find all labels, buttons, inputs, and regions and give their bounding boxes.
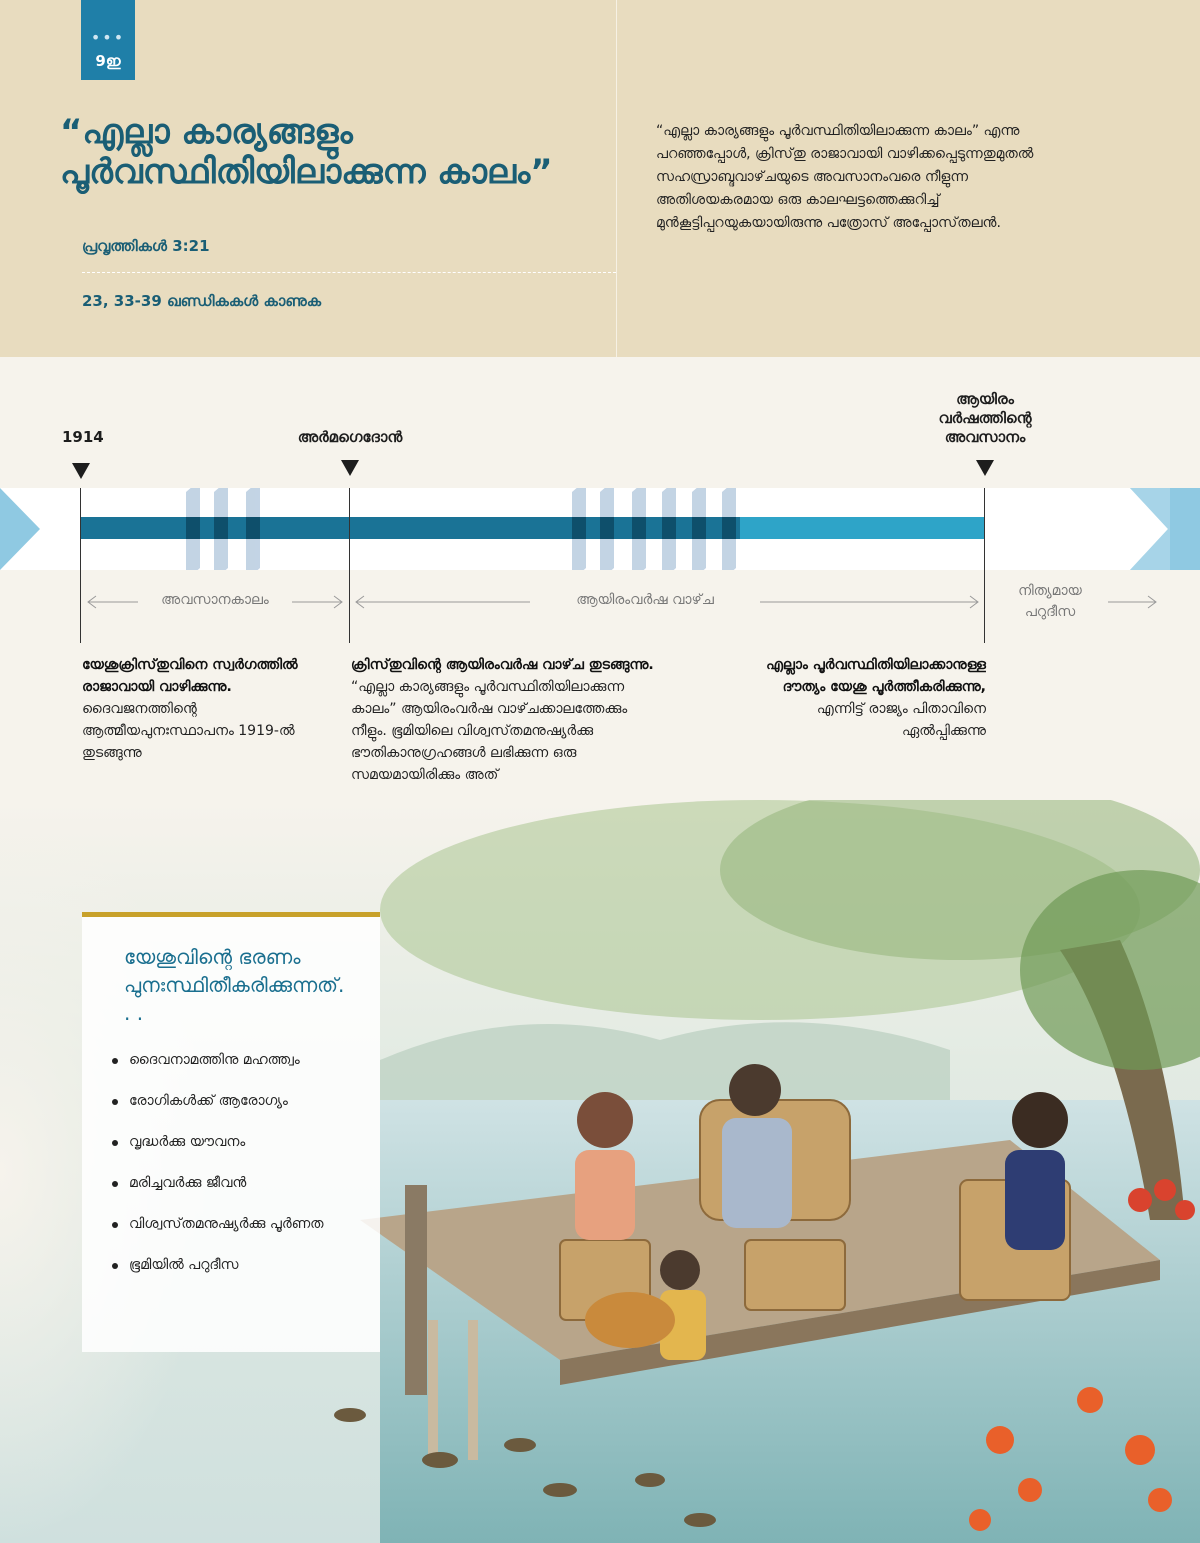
event-label-1914: 1914 [62,428,104,446]
dots-icon: ••• [90,28,126,47]
description-bold: യേശുക്രിസ്‌തുവിനെ സ്വർഗത്തിൽ രാജാവായി വാഴിക്കുന്നു. [82,657,298,695]
bullet-icon [112,1058,118,1064]
description-text: എന്നിട്ട്‌ രാജ്യം പിതാവിനെ ഏൽപ്പിക്കുന്നു [816,701,986,739]
span-label-last-days: അവസാനകാലം [161,592,269,608]
section-tab [81,0,135,80]
header-divider [616,0,617,357]
list-item: ദൈവനാമത്തിനു മഹത്ത്വം [112,1049,342,1071]
description-text: ദൈവജനത്തിന്റെ ആത്മീയപുനഃസ്ഥാപനം 1919-ൽ തുടങ്ങുന്നു [82,701,295,761]
divider [82,272,616,273]
event-description-armageddon [351,654,663,786]
tick-armageddon [349,488,350,643]
event-description-end [756,654,986,742]
description-bold: എല്ലാം പൂർവസ്ഥിതിയിലാക്കാനുള്ള ദൗത്യം യേശു പൂർത്തീകരിക്കുന്നു, [766,657,986,695]
bullet-icon [112,1263,118,1269]
restoration-list [82,1027,380,1276]
span-label-thousand-year-reign: ആയിരംവർഷ വാഴ്‌ച [576,592,714,608]
list-item: രോഗികൾക്ക്‌ ആരോഗ്യം [112,1090,342,1112]
intro-text: “എല്ലാ കാര്യങ്ങളും പൂർവസ്ഥിതിയിലാക്കുന്ന കാലം” എന്നു പറഞ്ഞപ്പോൾ, ക്രിസ്‌തു രാജാവായി വാഴിക്കപ്പെടുന്നതുമുതൽ സഹസ്രാബ്ദവാഴ്‌ചയുടെ അവസാനംവരെ നീളുന്ന അതിശയകരമായ ഒരു കാലഘട്ടത്തെക്കുറിച്ച്‌ മുൻകൂട്ടിപ്പറയുകയായിരുന്നു പത്രോസ്‌ അപ്പോസ്‌തലൻ. [656,123,1034,231]
sidebox-heading: യേശുവിന്റെ ഭരണം പുനഃസ്ഥിതീകരിക്കുന്നത്‌. . . [124,945,345,1025]
event-description-1914 [82,654,304,764]
timeline-band [0,488,1200,570]
scripture-reference[interactable]: പ്രവൃത്തികൾ 3:21 [82,237,210,255]
tick-1914 [80,488,81,643]
list-item: ഭൂമിയിൽ പറുദീസ [112,1254,342,1276]
paragraph-reference: 23, 33-39 ഖണ്ഡികകൾ കാണുക [82,292,322,310]
marker-1914 [72,463,90,479]
span-label-everlasting-paradise: നിത്യമായ പറുദീസ [1018,583,1082,620]
event-label-end-of-thousand-years: ആയിരം വർഷത്തിന്റെ അവസാനം [938,390,1032,446]
tick-end [984,488,985,643]
section-number: 9ഇ [95,52,121,70]
bullet-icon [112,1222,118,1228]
list-item: മരിച്ചവർക്കു ജീവൻ [112,1172,342,1194]
restoration-sidebox [82,912,380,1352]
marker-end [976,460,994,476]
bullet-icon [112,1140,118,1146]
description-text: “എല്ലാ കാര്യങ്ങളും പൂർവസ്ഥിതിയിലാക്കുന്ന കാലം” ആയിരംവർഷ വാഴ്‌ചക്കാലത്തേക്കും നീളും. ഭൂമിയിലെ വിശ്വസ്‌തമനുഷ്യർക്കു ഭൗതികാനുഗ്രഹങ്ങൾ ലഭിക്കുന്ന ഒരു സമയമായിരിക്കും അത്‌ [351,679,628,783]
description-bold: ക്രിസ്‌തുവിന്റെ ആയിരംവർഷ വാഴ്‌ച തുടങ്ങുന്നു. [351,657,654,673]
marker-armageddon [341,460,359,476]
list-item: വൃദ്ധർക്കു യൗവനം [112,1131,342,1153]
bullet-icon [112,1099,118,1105]
header-panel [0,0,1200,357]
page-title: “എല്ലാ കാര്യങ്ങളും പൂർവസ്ഥിതിയിലാക്കുന്ന കാലം” [60,112,553,192]
list-item: വിശ്വസ്‌തമനുഷ്യർക്കു പൂർണത [112,1213,342,1235]
event-label-armageddon: അർമഗെദോൻ [297,428,403,446]
bullet-icon [112,1181,118,1187]
